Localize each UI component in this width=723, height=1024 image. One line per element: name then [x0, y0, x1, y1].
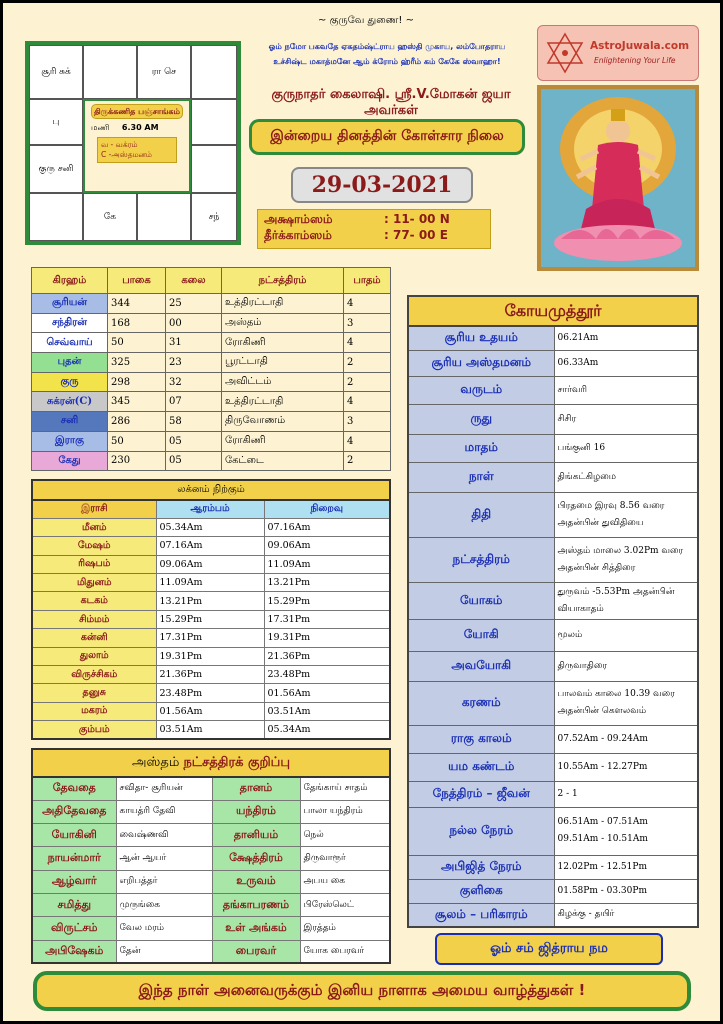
star-attr-label: தானியம்: [212, 824, 300, 847]
planet-pada: 4: [344, 294, 391, 314]
city-row-value: 06.21Am: [554, 326, 698, 350]
lagna-end: 21.36Pm: [264, 647, 390, 665]
planet-minute: 31: [166, 333, 222, 353]
planet-degree: 230: [108, 451, 166, 471]
lagna-row: [32, 629, 390, 647]
planet-degree: 168: [108, 313, 166, 333]
lagna-rasi: மீனம்: [32, 518, 156, 536]
planet-star: ரோகிணி: [222, 333, 344, 353]
lagna-end: 13.21Pm: [264, 574, 390, 592]
rasi-cell-viruchigam: கே: [83, 193, 137, 241]
lagna-row: [32, 702, 390, 720]
planet-row: [32, 431, 391, 451]
lagna-end: 17.31Pm: [264, 610, 390, 628]
rasi-cell-kadagam: [191, 99, 237, 145]
star-row: [32, 893, 390, 916]
star-attr-value: யோக பைரவர்: [300, 940, 390, 963]
logo-tagline: Enlightening Your Life: [594, 56, 676, 65]
col-header: பாதம்: [344, 268, 391, 294]
logo-name: AstroJuwala.com: [590, 40, 690, 52]
star-row: [32, 917, 390, 940]
lagna-rasi: மிதுனம்: [32, 574, 156, 592]
star-attr-label: தங்காபரணம்: [212, 893, 300, 916]
star-attr-value: பிரேஸ்லெட்: [300, 893, 390, 916]
star-row: [32, 800, 390, 823]
city-row-label: சூலம் – பரிகாரம்: [408, 903, 554, 927]
rasi-cell-simmam: [191, 145, 237, 193]
city-row-label: யோகம்: [408, 582, 554, 619]
planet-pada: 2: [344, 451, 391, 471]
city-row-label: குளிகை: [408, 879, 554, 903]
lagna-title: லக்னம் நிற்கும்: [31, 479, 391, 499]
planet-star: அஸ்தம்: [222, 313, 344, 333]
planet-name: செவ்வாய்: [32, 333, 108, 353]
lagna-start: 13.21Pm: [156, 592, 264, 610]
city-row-value: சிசிர: [554, 404, 698, 434]
city-row-label: ராகு காலம்: [408, 725, 554, 753]
lagna-start: 19.31Pm: [156, 647, 264, 665]
city-row-value: 10.55Am - 12.27Pm: [554, 753, 698, 781]
city-row-value: மூலம்: [554, 619, 698, 651]
lagna-end: 11.09Am: [264, 555, 390, 573]
star-attr-label: பைரவர்: [212, 940, 300, 963]
city-row-value: சார்வரி: [554, 376, 698, 404]
star-row: [32, 777, 390, 800]
mantra-line-2: உச்சிஷ்ட மகாத்மனே ஆம் க்ரோம் ஹ்ரீம் கம் கேகே ஸ்வாஹா!: [273, 57, 501, 66]
city-row-value: பிரதமை இரவு 8.56 வரை அதன்பின் துவிதியை: [554, 492, 698, 537]
col-header: ஆரம்பம்: [156, 500, 264, 518]
planet-minute: 58: [166, 412, 222, 432]
city-row-label: வருடம்: [408, 376, 554, 404]
rasi-center-title: திருக்கணித பஞ்சாங்கம்: [91, 104, 183, 119]
city-row-label: அபிஜித் நேரம்: [408, 855, 554, 879]
city-title: கோயமுத்தூர்: [407, 295, 699, 325]
footer-greeting: இந்த நாள் அனைவருக்கும் இனிய நாளாக அமைய வாழ்த்துகள் !: [33, 971, 691, 1011]
city-row: [408, 350, 698, 376]
col-header: நட்சத்திரம்: [222, 268, 344, 294]
lagna-start: 23.48Pm: [156, 684, 264, 702]
star-attr-label: உருவம்: [212, 870, 300, 893]
star-attr-value: வைஷ்ணவி: [116, 824, 212, 847]
city-row-label: யம கண்டம்: [408, 753, 554, 781]
city-row-value: பாலவம் காலை 10.39 வரை அதன்பின் கௌலவம்: [554, 681, 698, 725]
planet-degree: 50: [108, 333, 166, 353]
lagna-end: 01.56Am: [264, 684, 390, 702]
planet-name: புதன்: [32, 353, 108, 373]
city-row-label: சூரிய அஸ்தமனம்: [408, 350, 554, 376]
rasi-center: [83, 99, 191, 193]
lagna-start: 15.29Pm: [156, 610, 264, 628]
star-row: [32, 824, 390, 847]
lagna-end: 03.51Am: [264, 702, 390, 720]
lagna-end: 05.34Am: [264, 721, 390, 739]
star-attr-label: சமித்து: [32, 893, 116, 916]
planet-name: சனி: [32, 412, 108, 432]
planet-name: இராகு: [32, 431, 108, 451]
lagna-rasi: மகரம்: [32, 702, 156, 720]
star-attr-label: ஆழ்வார்: [32, 870, 116, 893]
rasi-chart: [25, 41, 241, 245]
city-row: [408, 434, 698, 462]
lagna-rasi: மேஷம்: [32, 537, 156, 555]
city-row: [408, 807, 698, 855]
top-blessing: ~ குருவே துணை! ~: [318, 15, 414, 26]
city-row-label: யோகி: [408, 619, 554, 651]
city-row-value: திருவாதிரை: [554, 651, 698, 681]
lagna-end: 23.48Pm: [264, 666, 390, 684]
planet-table: [31, 267, 391, 471]
planet-minute: 05: [166, 431, 222, 451]
star-row: [32, 870, 390, 893]
longitude-value: : 77- 00 E: [384, 228, 448, 242]
city-row-value: 06.33Am: [554, 350, 698, 376]
planet-star: உத்திரட்டாதி: [222, 294, 344, 314]
city-row-value: பங்குனி 16: [554, 434, 698, 462]
city-row: [408, 651, 698, 681]
planet-row: [32, 353, 391, 373]
lagna-start: 17.31Pm: [156, 629, 264, 647]
latitude-value: : 11- 00 N: [384, 212, 450, 226]
logo-box: [537, 25, 699, 81]
planet-star: கேட்டை: [222, 451, 344, 471]
planet-pada: 3: [344, 313, 391, 333]
lagna-end: 15.29Pm: [264, 592, 390, 610]
lagna-rasi: கன்னி: [32, 629, 156, 647]
city-row: [408, 326, 698, 350]
lagna-start: 05.34Am: [156, 518, 264, 536]
planet-pada: 4: [344, 431, 391, 451]
col-header: கிரஹம்: [32, 268, 108, 294]
planet-degree: 344: [108, 294, 166, 314]
planet-degree: 50: [108, 431, 166, 451]
planet-row: [32, 294, 391, 314]
planet-pada: 4: [344, 392, 391, 412]
city-row: [408, 903, 698, 927]
planet-minute: 00: [166, 313, 222, 333]
star-title-text: நட்சத்திரக் குறிப்பு: [183, 755, 291, 770]
star-table-title: [31, 748, 391, 776]
city-panchangam-table: [407, 325, 699, 928]
star-attr-label: தேவதை: [32, 777, 116, 800]
latitude-label: அக்ஷாம்ஸம்: [264, 212, 333, 226]
star-attr-value: பாலா யந்திரம்: [300, 800, 390, 823]
city-row-value: 01.58Pm - 03.30Pm: [554, 879, 698, 903]
lagna-row: [32, 574, 390, 592]
star-attr-value: இரத்தம்: [300, 917, 390, 940]
city-row: [408, 462, 698, 492]
star-attr-label: யோகினி: [32, 824, 116, 847]
col-header: பாகை: [108, 268, 166, 294]
city-row: [408, 582, 698, 619]
lagna-start: 03.51Am: [156, 721, 264, 739]
lagna-table: [31, 499, 391, 740]
star-attr-value: நெல்: [300, 824, 390, 847]
lagna-row: [32, 537, 390, 555]
footer-mantra: ஓம் சம் ஜித்ராய நம: [435, 933, 663, 965]
city-row: [408, 492, 698, 537]
star-row: [32, 940, 390, 963]
rasi-cell-dhanusu: [29, 193, 83, 241]
rasi-cell-rishabam: ரா செ: [137, 45, 191, 99]
rasi-cell-thulam: [137, 193, 191, 241]
city-row-label: திதி: [408, 492, 554, 537]
city-row-label: ருது: [408, 404, 554, 434]
planet-degree: 286: [108, 412, 166, 432]
rasi-cell-meenam: சூரி சுக்: [29, 45, 83, 99]
planet-pada: 3: [344, 412, 391, 432]
planet-row: [32, 372, 391, 392]
star-attr-label: அதிதேவதை: [32, 800, 116, 823]
legend-vakram: வ - வக்ரம்: [101, 140, 138, 149]
star-attr-label: யந்திரம்: [212, 800, 300, 823]
longitude-label: தீர்க்காம்ஸம்: [264, 228, 332, 242]
star-table: [31, 776, 391, 964]
rasi-cell-mithunam: [191, 45, 237, 99]
lagna-start: 11.09Am: [156, 574, 264, 592]
col-header: கலை: [166, 268, 222, 294]
rasi-cell-kumbam: பு: [29, 99, 83, 145]
star-attr-value: முருங்கை: [116, 893, 212, 916]
time-value: 6.30 AM: [121, 123, 159, 132]
city-row-value: 2 - 1: [554, 781, 698, 807]
city-row-value: 07.52Am - 09.24Am: [554, 725, 698, 753]
city-row-label: சூரிய உதயம்: [408, 326, 554, 350]
planet-pada: 2: [344, 353, 391, 373]
city-row-value: திங்கட்கிழமை: [554, 462, 698, 492]
lagna-start: 09.06Am: [156, 555, 264, 573]
planet-name: சூரியன்: [32, 294, 108, 314]
coordinates-box: [257, 209, 491, 249]
time-label: மணி: [91, 123, 110, 132]
star-attr-value: திருவாரூர்: [300, 847, 390, 870]
star-attr-label: அபிஷேகம்: [32, 940, 116, 963]
star-name: அஸ்தம்: [131, 755, 180, 770]
city-row: [408, 619, 698, 651]
lagna-rasi: கும்பம்: [32, 721, 156, 739]
planet-pada: 2: [344, 372, 391, 392]
lagna-row: [32, 610, 390, 628]
city-row-value: அஸ்தம் மாலை 3.02Pm வரை அதன்பின் சித்திரை: [554, 537, 698, 582]
planet-degree: 298: [108, 372, 166, 392]
col-header: நிறைவு: [264, 500, 390, 518]
page-title: இன்றைய தினத்தின் கோள்சார நிலை: [249, 119, 525, 155]
planet-row: [32, 412, 391, 432]
lagna-start: 21.36Pm: [156, 666, 264, 684]
city-row-label: நட்சத்திரம்: [408, 537, 554, 582]
planet-star: பூரட்டாதி: [222, 353, 344, 373]
date-display: 29-03-2021: [291, 167, 473, 203]
lagna-end: 19.31Pm: [264, 629, 390, 647]
lagna-rasi: விருச்சிகம்: [32, 666, 156, 684]
city-row-label: நேத்திரம் – ஜீவன்: [408, 781, 554, 807]
planet-row: [32, 451, 391, 471]
lagna-end: 09.06Am: [264, 537, 390, 555]
star-logo-icon: [544, 32, 586, 74]
planet-minute: 05: [166, 451, 222, 471]
lagna-row: [32, 684, 390, 702]
rasi-legend: [97, 137, 177, 163]
rasi-cell-kanni: சந்: [191, 193, 237, 241]
lagna-rasi: துலாம்: [32, 647, 156, 665]
star-attr-value: தேங்காய் சாதம்: [300, 777, 390, 800]
city-row: [408, 781, 698, 807]
planet-degree: 345: [108, 392, 166, 412]
city-row: [408, 879, 698, 903]
city-row-label: கரணம்: [408, 681, 554, 725]
city-row: [408, 753, 698, 781]
city-row-label: அவயோகி: [408, 651, 554, 681]
star-row: [32, 847, 390, 870]
city-row: [408, 376, 698, 404]
star-attr-value: காயத்ரி தேவி: [116, 800, 212, 823]
planet-name: கேது: [32, 451, 108, 471]
goddess-image: [537, 85, 699, 271]
planet-star: அவிட்டம்: [222, 372, 344, 392]
lagna-rasi: கடகம்: [32, 592, 156, 610]
planet-minute: 07: [166, 392, 222, 412]
planet-minute: 25: [166, 294, 222, 314]
lagna-start: 01.56Am: [156, 702, 264, 720]
city-row-value: கிழக்கு - தயிர்: [554, 903, 698, 927]
city-row-label: மாதம்: [408, 434, 554, 462]
lagna-row: [32, 518, 390, 536]
mantra-line-1: ஓம் நமோ பகவதே ஏகதம்ஷ்ட்ராய ஹஸ்தி முகாய, லம்போதராய: [268, 42, 506, 51]
city-row: [408, 537, 698, 582]
star-attr-label: தானம்: [212, 777, 300, 800]
city-row-value: 06.51Am - 07.51Am 09.51Am - 10.51Am: [554, 807, 698, 855]
planet-minute: 23: [166, 353, 222, 373]
city-row: [408, 404, 698, 434]
planet-row: [32, 313, 391, 333]
col-header: இராசி: [32, 500, 156, 518]
city-row-value: துருவம் -5.53Pm அதன்பின் வியாகாதம்: [554, 582, 698, 619]
goddess-illustration-icon: [541, 89, 695, 267]
planet-pada: 4: [344, 333, 391, 353]
star-attr-value: ஆன் ஆயர்: [116, 847, 212, 870]
star-attr-label: க்ஷேத்திரம்: [212, 847, 300, 870]
planet-star: ரோகிணி: [222, 431, 344, 451]
planet-star: உத்திரட்டாதி: [222, 392, 344, 412]
star-attr-value: தேன்: [116, 940, 212, 963]
rasi-cell-mesham: [83, 45, 137, 99]
star-attr-value: அபய கை: [300, 870, 390, 893]
lagna-row: [32, 721, 390, 739]
rasi-cell-makaram: குரு சனி: [29, 145, 83, 193]
lagna-rasi: ரிஷபம்: [32, 555, 156, 573]
city-row-label: நல்ல நேரம்: [408, 807, 554, 855]
planet-row: [32, 392, 391, 412]
time-row: [91, 123, 189, 133]
lagna-row: [32, 555, 390, 573]
planet-degree: 325: [108, 353, 166, 373]
star-attr-value: சவிதா- சூரியன்: [116, 777, 212, 800]
star-attr-label: விருட்சம்: [32, 917, 116, 940]
lagna-row: [32, 592, 390, 610]
planet-star: திருவோணம்: [222, 412, 344, 432]
lagna-end: 07.16Am: [264, 518, 390, 536]
lagna-rasi: தனுசு: [32, 684, 156, 702]
lagna-rasi: சிம்மம்: [32, 610, 156, 628]
guru-line: குருநாதர் கைலாஷி. ஸ்ரீ.V.மோகன் ஜயா அவர்கள்: [271, 87, 511, 118]
star-attr-value: வேல மரம்: [116, 917, 212, 940]
lagna-row: [32, 647, 390, 665]
planet-name: குரு: [32, 372, 108, 392]
city-row: [408, 725, 698, 753]
star-attr-value: எறிபத்தர்: [116, 870, 212, 893]
star-attr-label: உள் அங்கம்: [212, 917, 300, 940]
star-attr-label: நாயன்மார்: [32, 847, 116, 870]
planet-row: [32, 333, 391, 353]
lagna-start: 07.16Am: [156, 537, 264, 555]
city-row-value: 12.02Pm - 12.51Pm: [554, 855, 698, 879]
city-row-label: நாள்: [408, 462, 554, 492]
planet-minute: 32: [166, 372, 222, 392]
legend-asthamanam: C -அஸ்தமனம்: [101, 150, 152, 159]
planet-name: சுக்ரன்(C): [32, 392, 108, 412]
planet-name: சந்திரன்: [32, 313, 108, 333]
city-row: [408, 855, 698, 879]
city-row: [408, 681, 698, 725]
lagna-row: [32, 666, 390, 684]
